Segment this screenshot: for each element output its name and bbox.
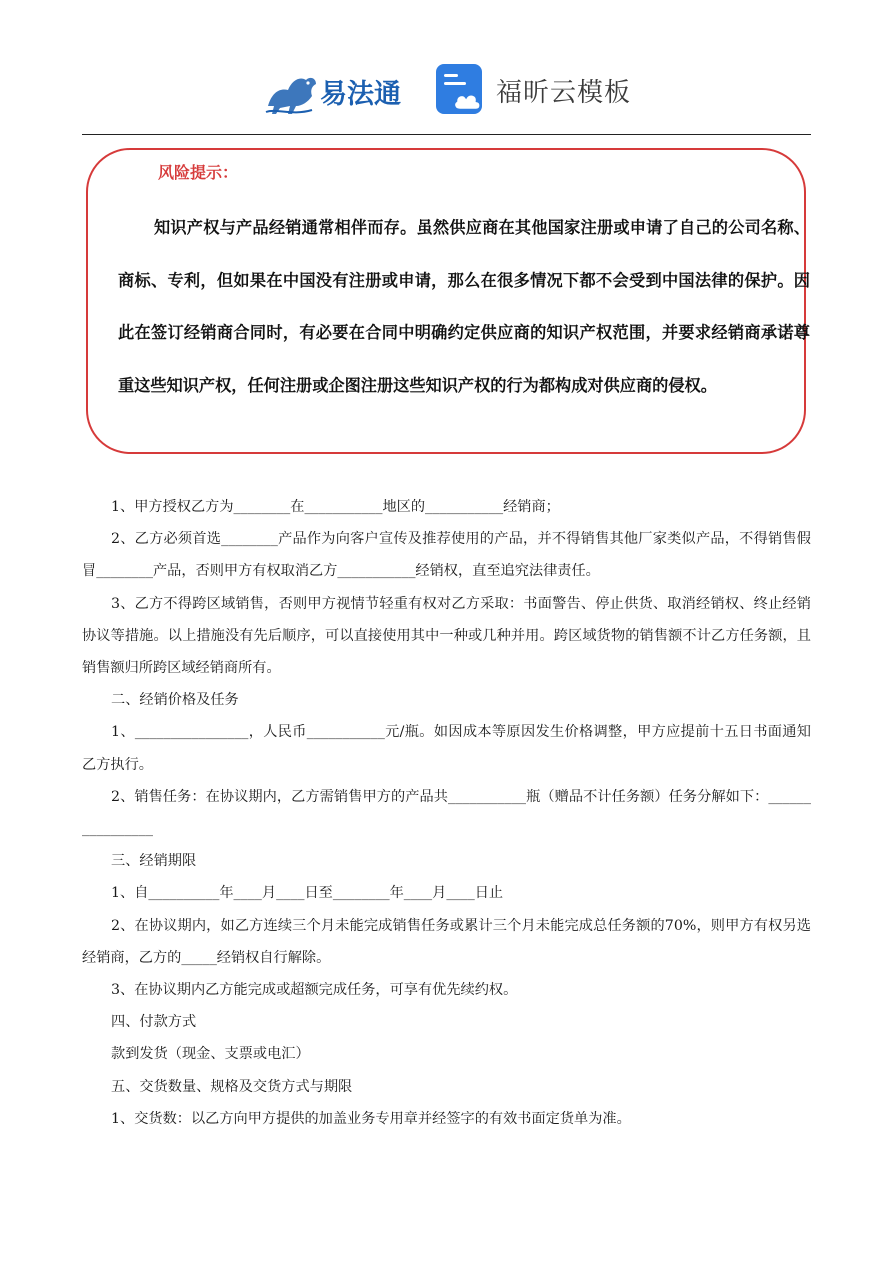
- contract-body: [82, 491, 811, 1135]
- section-heading: 二、经销价格及任务: [111, 692, 239, 709]
- paragraph: 1、甲方授权乙方为________在___________地区的___________经销商；: [111, 499, 560, 515]
- risk-title: 风险提示：: [158, 163, 239, 182]
- header-divider: [82, 134, 811, 135]
- fuxin-text: 福昕云模板: [496, 77, 632, 108]
- risk-body: 知识产权与产品经销通常相伴而存。虽然供应商在其他国家注册或申请了自己的公司名称、商标、专利，但如果在中国没有注册或申请，那么在很多情况下都不会受到中国法律的保护。因此在签订经销商合同时，有必要在合同中明确约定供应商的知识产权范围，并要求经销商承诺尊重这些知识产权，任何注册或企图注册这些知识产权的行为都构成对供应商的侵权。: [118, 218, 810, 395]
- yifatong-logo: [262, 62, 414, 118]
- section-heading: 三、经销期限: [111, 853, 197, 870]
- paragraph: 2、乙方必须首选________产品作为向客户宣传及推荐使用的产品，并不得销售其他厂家类似产品，不得销售假冒________产品，否则甲方有权取消乙方___________经销权，直至追究法律责任。: [82, 531, 811, 580]
- yifatong-text: 易法通: [320, 79, 401, 110]
- paragraph: 2、销售任务：在协议期内，乙方需销售甲方的产品共___________瓶（赠品不计任务额）任务分解如下：________________: [82, 788, 811, 838]
- paragraph: 2、在协议期内，如乙方连续三个月未能完成销售任务或累计三个月未能完成总任务额的70%，则甲方有权另选经销商，乙方的_____经销权自行解除。: [82, 917, 811, 966]
- fuxin-logo: [436, 64, 631, 116]
- cloud-document-icon: [436, 64, 488, 116]
- risk-warning-box: [86, 148, 810, 454]
- qilin-icon: [262, 62, 322, 118]
- paragraph: 3、乙方不得跨区域销售，否则甲方视情节轻重有权对乙方采取：书面警告、停止供货、取消经销权、终止经销协议等措施。以上措施没有先后顺序，可以直接使用其中一种或几种并用。跨区域货物的销售额不计乙方任务额，且销售额归所跨区域经销商所有。: [82, 595, 811, 677]
- paragraph: 1、________________，人民币___________元/瓶。如因成本等原因发生价格调整，甲方应提前十五日书面通知乙方执行。: [82, 724, 811, 773]
- page-header: [0, 58, 893, 122]
- paragraph: 款到发货（现金、支票或电汇）: [111, 1046, 310, 1063]
- paragraph: 3、在协议期内乙方能完成或超额完成任务，可享有优先续约权。: [111, 982, 518, 999]
- section-heading: 四、付款方式: [111, 1014, 197, 1031]
- paragraph: 1、交货数：以乙方向甲方提供的加盖业务专用章并经签字的有效书面定货单为准。: [111, 1110, 631, 1127]
- section-heading: 五、交货数量、规格及交货方式与期限: [111, 1078, 353, 1095]
- paragraph: 1、自__________年____月____日至________年____月____日止: [111, 885, 504, 902]
